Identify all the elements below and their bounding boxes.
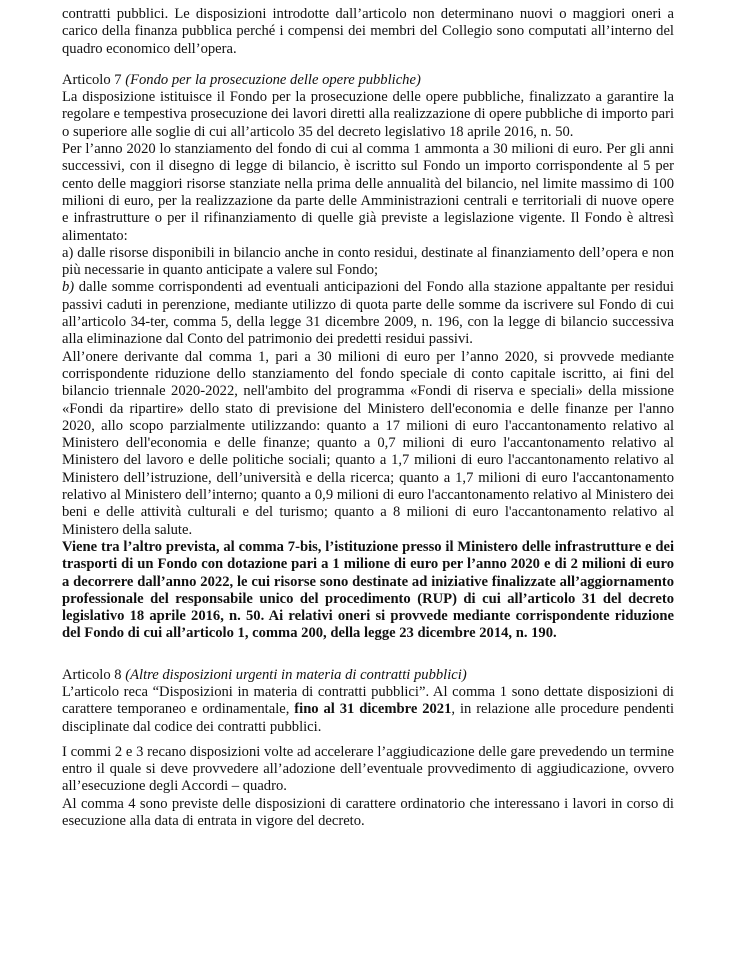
article-7-heading-prefix: Articolo 7 bbox=[62, 71, 126, 88]
intro-paragraph: contratti pubblici. Le disposizioni introdotte dall’articolo non determinano nuovi o maggiori oneri a carico della finanza pubblica perché i compensi dei membri del Collegio sono computati all’interno del quadro economico dell’opera. bbox=[62, 6, 674, 57]
article-8-heading-prefix: Articolo 8 bbox=[62, 666, 126, 683]
document-page bbox=[62, 6, 674, 830]
article-7-item-b-label: b) bbox=[62, 279, 75, 296]
article-7-paragraph-4-bold bbox=[62, 539, 674, 643]
article-8-paragraph-3: Al comma 4 sono previste delle disposizioni di carattere ordinatorio che interessano i lavori in corso di esecuzione alla data di entrata in vigore del decreto. bbox=[62, 795, 674, 830]
article-7-bold-text: Viene tra l’altro prevista, al comma 7-bis, l’istituzione presso il Ministero delle infrastrutture e dei trasporti di un Fondo con dotazione pari a 1 milione di euro per l’anno 2020 e di 2 milioni di euro a decorrere dall’anno 2022, le cui risorse sono destinate ad iniziative finalizzate all’aggiornamento professionale del responsabile unico del procedimento (RUP) di cui all’articolo 31 del decreto legislativo 18 aprile 2016, n. 50. Ai relativi oneri si provvede mediante corrispondente riduzione del Fondo di cui all’articolo 1, comma 200, della legge 23 dicembre 2014, n. 190. bbox=[62, 538, 674, 642]
article-7-paragraph-2: Per l’anno 2020 lo stanziamento del fondo di cui al comma 1 ammonta a 30 milioni di euro. Per gli anni successivi, con il disegno di legge di bilancio, è iscritto sul Fondo un importo corrispondente al 5 per cento delle maggiori risorse stanziate nella prima delle annualità del bilancio, nel limite massimo di 100 milioni di euro, per la realizzazione da parte delle Amministrazioni centrali e territoriali di nuove opere e infrastrutture o per il rifinanziamento di quelle già previste a legislazione vigente. Il Fondo è altresì alimentato: bbox=[62, 141, 674, 244]
article-7-item-a: a) dalle risorse disponibili in bilancio anche in conto residui, destinate al finanziamento dell’opera e non più necessarie in quanto anticipate a valere sul Fondo; bbox=[62, 244, 674, 279]
article-7-paragraph-1: La disposizione istituisce il Fondo per la prosecuzione delle opere pubbliche, finalizzato a garantire la regolare e tempestiva prosecuzione dei lavori diretti alla realizzazione di opere pubbliche di importo pari o superiore alle soglie di cui all’articolo 35 del decreto legislativo 18 aprile 2016, n. 50. bbox=[62, 89, 674, 140]
article-8-heading bbox=[62, 667, 674, 684]
article-7-heading bbox=[62, 72, 674, 89]
article-7-paragraph-3: All’onere derivante dal comma 1, pari a 30 milioni di euro per l’anno 2020, si provvede mediante corrispondente riduzione dello stanziamento del fondo speciale di conto capitale iscritto, ai fini del bilancio triennale 2020-2022, nell'ambito del programma «Fondi di riserva e speciali» della missione «Fondi da ripartire» dello stato di previsione del Ministero dell'economia e delle finanze per l'anno 2020, allo scopo parzialmente utilizzando: quanto a 17 milioni di euro l'accantonamento relativo al Ministero dell'economia e delle finanze; quanto a 0,7 milioni di euro l'accantonamento relativo al Ministero del lavoro e delle politiche sociali; quanto a 1,7 milioni di euro l'accantonamento relativo al Ministero dell’istruzione, dell’università e della ricerca; quanto a 1,7 milioni di euro l'accantonamento relativo al Ministero dell’interno; quanto a 0,9 milioni di euro l'accantonamento relativo al Ministero dei beni e delle attività culturali e del turismo; quanto a 8 milioni di euro l'accantonamento relativo al Ministero della salute. bbox=[62, 348, 674, 538]
paragraph-spacer bbox=[62, 736, 674, 744]
article-7-item-b-text: dalle somme corrispondenti ad eventuali anticipazioni del Fondo alla stazione appaltante per residui passivi caduti in perenzione, mediante utilizzo di quota parte delle somme da iscrivere sul Fondo di cui all’articolo 34-ter, comma 5, della legge 31 dicembre 2009, n. 196, con la legge di bilancio successiva alla eliminazione dal Conto del patrimonio dei predetti residui passivi. bbox=[62, 279, 674, 348]
article-7-item-b bbox=[62, 279, 674, 348]
article-8-paragraph-2: I commi 2 e 3 recano disposizioni volte ad accelerare l’aggiudicazione delle gare prevedendo un termine entro il quale si deve provvedere all’adozione dell’eventuale provvedimento di aggiudicazione, ovvero all’esecuzione degli Accordi – quadro. bbox=[62, 743, 674, 795]
article-8-heading-title: (Altre disposizioni urgenti in materia di contratti pubblici) bbox=[125, 666, 467, 683]
section-spacer bbox=[62, 643, 674, 667]
article-8-paragraph-1 bbox=[62, 684, 674, 736]
article-8-p1-end: , in relazione alle procedure pendenti disciplinate dal codice dei contratti pubblici. bbox=[62, 701, 674, 735]
article-8-p1-bold: fino al 31 dicembre 2021 bbox=[294, 701, 452, 718]
article-8-p1-start: L’articolo reca “Disposizioni in materia di contratti pubblici”. Al comma 1 sono dettate disposizioni di carattere temporaneo e ordinamentale, bbox=[62, 683, 674, 718]
article-7-heading-title: (Fondo per la prosecuzione delle opere pubbliche) bbox=[125, 71, 421, 88]
